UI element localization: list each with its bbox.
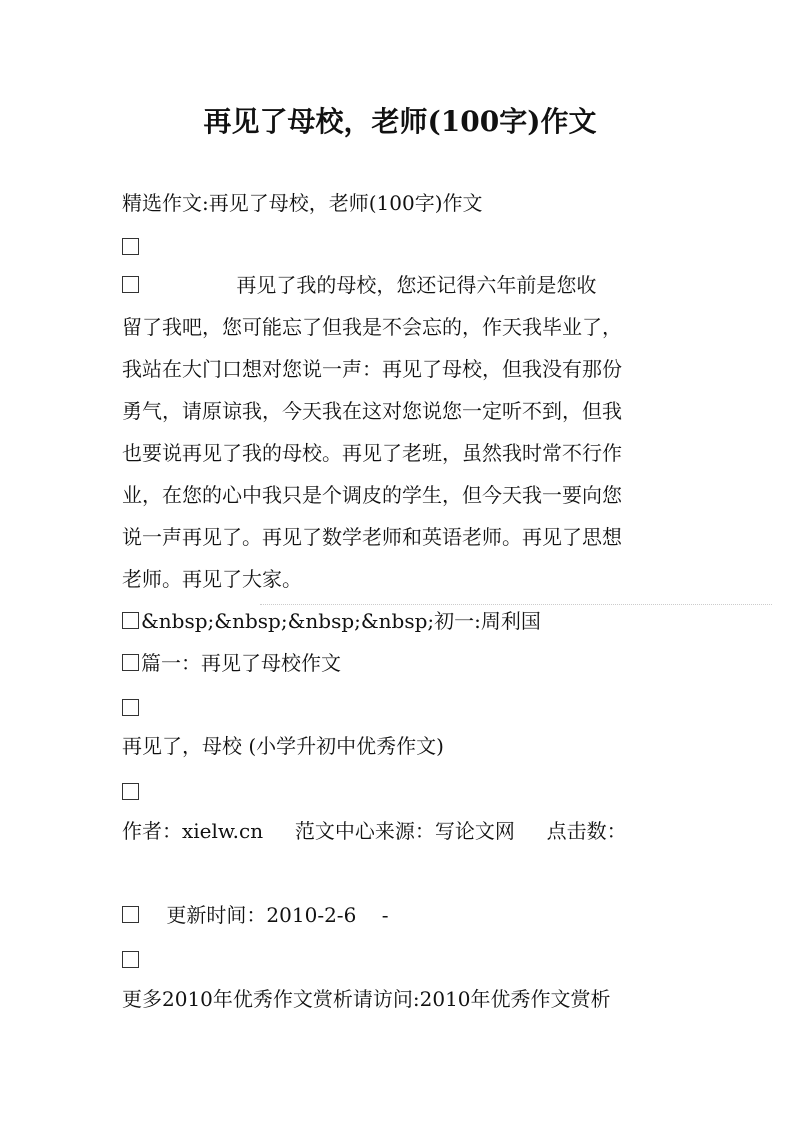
body-text: 再见了我的母校，您还记得六年前是您收 xyxy=(141,273,597,297)
update-text: 更新时间：2010-2-6 - xyxy=(141,903,389,927)
more-link-line: 更多2010年优秀作文赏析请访问:2010年优秀作文赏析 xyxy=(122,987,611,1011)
body-line: 业，在您的心中我只是个调皮的学生，但今天我一要向您 xyxy=(122,483,622,507)
empty-checkbox-line xyxy=(122,779,141,805)
checkbox-glyph-icon xyxy=(122,238,139,255)
dotted-divider xyxy=(260,604,772,605)
body-line: 留了我吧，您可能忘了但我是不会忘的，作天我毕业了， xyxy=(122,315,622,339)
author-text: &nbsp;&nbsp;&nbsp;&nbsp;初一:周利国 xyxy=(141,609,541,633)
empty-checkbox-line xyxy=(122,234,141,260)
meta-line: 作者：xielw.cn 范文中心来源：写论文网 点击数： xyxy=(122,819,627,843)
body-line: 说一声再见了。再见了数学老师和英语老师。再见了思想 xyxy=(122,525,622,549)
document-title: 再见了母校，老师(100字)作文 xyxy=(203,105,597,138)
author-line xyxy=(122,608,541,634)
body-line: 勇气，请原谅我，今天我在这对您说您一定听不到，但我 xyxy=(122,399,622,423)
essay-title: 再见了，母校 (小学升初中优秀作文) xyxy=(122,734,444,758)
checkbox-glyph-icon xyxy=(122,612,139,629)
checkbox-glyph-icon xyxy=(122,951,139,968)
body-line: 我站在大门口想对您说一声：再见了母校，但我没有那份 xyxy=(122,357,622,381)
checkbox-glyph-icon xyxy=(122,906,139,923)
body-line: 也要说再见了我的母校。再见了老班，虽然我时常不行作 xyxy=(122,441,622,465)
subtitle: 精选作文:再见了母校，老师(100字)作文 xyxy=(122,191,483,215)
part-heading xyxy=(122,650,341,676)
body-line: 老师。再见了大家。 xyxy=(122,567,302,591)
checkbox-glyph-icon xyxy=(122,699,139,716)
checkbox-glyph-icon xyxy=(122,654,139,671)
checkbox-glyph-icon xyxy=(122,276,139,293)
checkbox-glyph-icon xyxy=(122,783,139,800)
empty-checkbox-line xyxy=(122,947,141,973)
empty-checkbox-line xyxy=(122,695,141,721)
body-line xyxy=(122,272,596,298)
part-heading-text: 篇一：再见了母校作文 xyxy=(141,651,341,675)
update-line xyxy=(122,902,388,928)
